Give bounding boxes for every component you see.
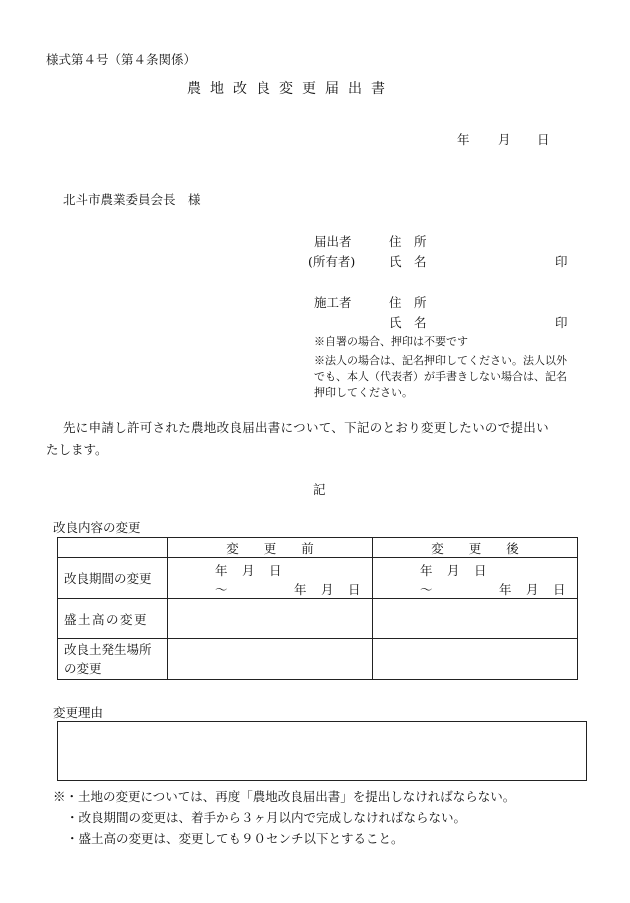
table-header-row [58, 538, 578, 558]
after-end-day: 日 [553, 582, 566, 597]
period-before-cell[interactable] [168, 558, 373, 599]
location-after-cell[interactable] [373, 639, 578, 680]
period-after-cell[interactable] [373, 558, 578, 599]
ki-heading: 記 [313, 482, 326, 497]
before-start-day: 日 [269, 563, 282, 578]
applicant-address-label: 住 所 [389, 234, 427, 249]
before-start-year: 年 [215, 563, 228, 578]
header-empty-cell [58, 538, 168, 558]
note-signature-1: ※自署の場合、押印は不要です [314, 335, 468, 348]
date-year-label: 年 [457, 132, 470, 147]
contractor-seal-mark: 印 [555, 315, 568, 330]
note-signature-2: ※法人の場合は、記名押印してください。法人以外 [314, 354, 567, 367]
contractor-name-label: 氏 名 [389, 315, 427, 330]
before-start-month: 月 [242, 563, 255, 578]
form-number: 様式第４号（第４条関係） [46, 52, 197, 67]
row-location-label [58, 639, 168, 680]
contractor-address-label: 住 所 [389, 295, 427, 310]
addressee: 北斗市農業委員会長 様 [63, 192, 201, 207]
table-row-period [58, 558, 578, 599]
height-after-cell[interactable] [373, 599, 578, 639]
row-location-label-line-1: 改良土発生場所 [64, 642, 152, 657]
after-tilde: ～ [420, 582, 433, 597]
after-end-year: 年 [499, 582, 512, 597]
note-signature-4: 押印してください。 [314, 386, 413, 399]
footnote-2: ・改良期間の変更は、着手から３ヶ月以内で完成しなければならない。 [66, 810, 467, 825]
after-start-month: 月 [447, 563, 460, 578]
table-row-location [58, 639, 578, 680]
before-end-month: 月 [321, 582, 334, 597]
footnote-1: ※・土地の変更については、再度「農地改良届出書」を提出しなければならない。 [53, 789, 516, 804]
location-before-cell[interactable] [168, 639, 373, 680]
row-height-label: 盛土高の変更 [58, 599, 168, 639]
row-period-label: 改良期間の変更 [58, 558, 168, 599]
header-after: 変 更 後 [373, 538, 578, 558]
note-signature-3: でも、本人（代表者）が手書きしない場合は、記名 [314, 370, 567, 383]
page-title: 農地改良変更届出書 [187, 81, 394, 97]
footnote-3: ・盛土高の変更は、変更しても９０センチ以下とすること。 [66, 831, 404, 846]
table-caption: 改良内容の変更 [53, 520, 141, 535]
applicant-role: 届出者 [314, 234, 352, 249]
reason-box[interactable] [57, 721, 587, 781]
reason-caption: 変更理由 [53, 705, 104, 720]
after-end-month: 月 [526, 582, 539, 597]
change-table [57, 537, 578, 680]
contractor-role: 施工者 [314, 295, 352, 310]
table-row-height [58, 599, 578, 639]
height-before-cell[interactable] [168, 599, 373, 639]
body-text-line-2: たします。 [46, 442, 108, 457]
before-end-day: 日 [348, 582, 361, 597]
row-location-label-line-2: の変更 [64, 661, 102, 676]
after-start-year: 年 [420, 563, 433, 578]
before-end-year: 年 [294, 582, 307, 597]
after-start-day: 日 [474, 563, 487, 578]
body-text-line-1: 先に申請し許可された農地改良届出書について、下記のとおり変更したいので提出い [63, 420, 549, 435]
applicant-role-owner: (所有者) [308, 254, 356, 269]
applicant-name-label: 氏 名 [389, 254, 427, 269]
before-tilde: ～ [215, 582, 228, 597]
date-day-label: 日 [537, 132, 550, 147]
date-month-label: 月 [498, 132, 511, 147]
header-before: 変 更 前 [168, 538, 373, 558]
applicant-seal-mark: 印 [555, 254, 568, 269]
